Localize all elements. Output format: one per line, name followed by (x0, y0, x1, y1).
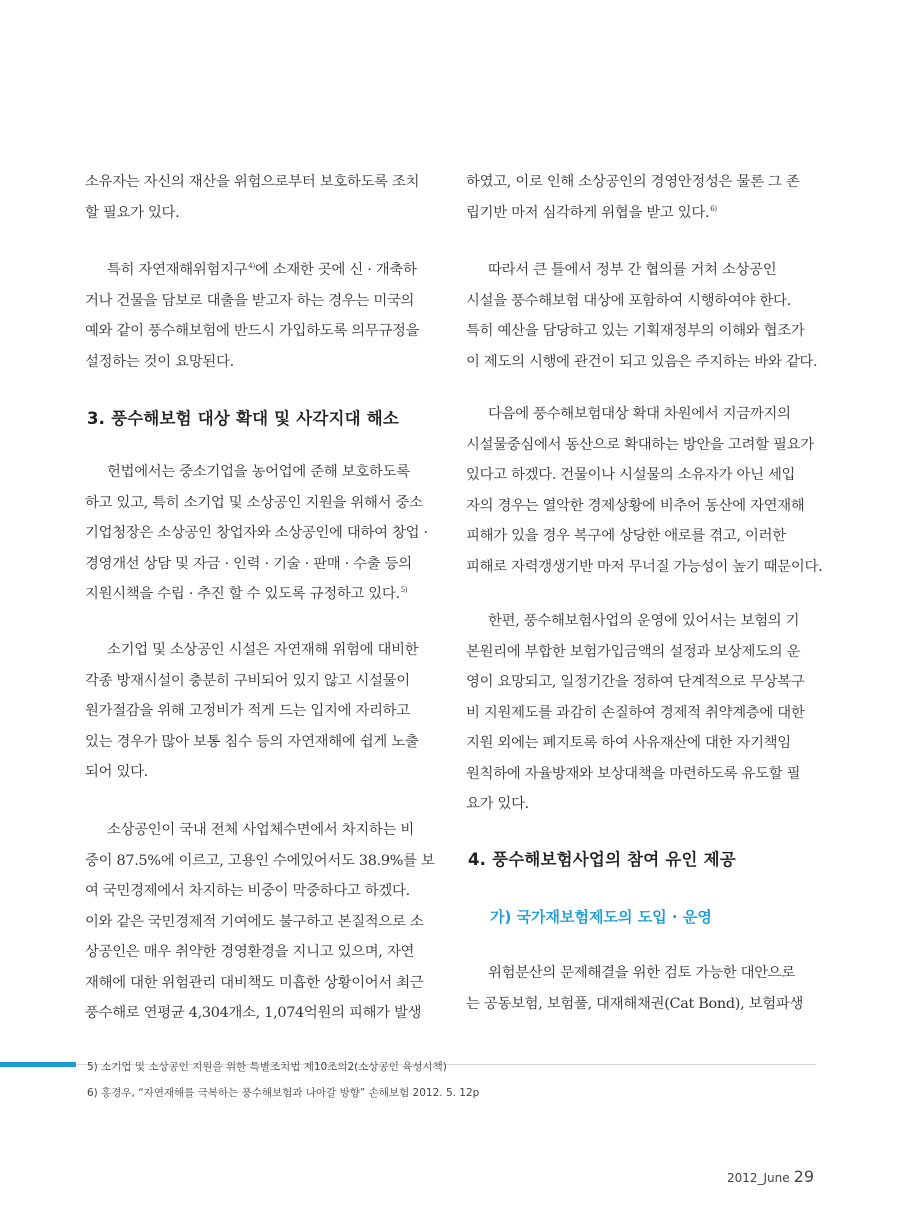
left-paragraph-4 (85, 635, 418, 788)
right-paragraph-2 (466, 255, 817, 377)
text-line: 이와 같은 국민경제적 기여에도 불구하고 본질적으로 소 (85, 913, 424, 930)
text-line: 피해로 자력갱생기반 마저 무너질 가능성이 높기 때문이다. (466, 558, 823, 575)
page-folio (727, 1167, 814, 1186)
text-line: 다음에 풍수해보험대상 확대 차원에서 지금까지의 (488, 406, 791, 422)
text-line: 는 공동보험, 보험풀, 대재해채권(Cat Bond), 보험파생 (466, 995, 804, 1012)
text-line: 헌법에서는 중소기업을 농어업에 준해 보호하도록 (107, 464, 410, 480)
text-line: 설정하는 것이 요망된다. (85, 353, 234, 370)
issue-label: 2012_June (726, 1171, 790, 1185)
text-line: 풍수해로 연평균 4,304개소, 1,074억원의 피해가 발생 (85, 1005, 422, 1021)
section-heading-3: 3. 풍수해보험 대상 확대 및 사각지대 해소 (87, 409, 400, 428)
footnote-ref: 4) (248, 262, 255, 271)
text-line: 거나 건물을 담보로 대출을 받고자 하는 경우는 미국의 (85, 292, 415, 309)
right-paragraph-5 (466, 958, 803, 1019)
text-line: 피해가 있을 경우 복구에 상당한 애로를 겪고, 이러한 (466, 528, 786, 544)
footnote-accent-bar (0, 1062, 76, 1067)
subsection-heading-a: 가) 국가재보험제도의 도입 · 운영 (490, 908, 712, 926)
text-line: 경영개선 상담 및 자금 · 인력 · 기술 · 판매 · 수출 등의 (85, 555, 412, 572)
text-line: 원칙하에 자율방재와 보상대책을 마련하도록 유도할 필 (466, 765, 801, 782)
text-line: 위험분산의 문제해결을 위한 검토 가능한 대안으로 (488, 965, 796, 981)
text-line: 비 지원제도를 과감히 손질하여 경제적 취약계층에 대한 (466, 704, 805, 721)
text-line: 영이 요망되고, 일정기간을 정하여 단계적으로 무상복구 (466, 674, 805, 690)
text-line: 되어 있다. (85, 764, 148, 780)
footnote-6: 6) 홍경우, “자연재해를 극복하는 풍수해보험과 나아갈 방향” 손해보험 2012. 5. 12p (87, 1087, 480, 1099)
text-line: 소상공인이 국내 전체 사업체수면에서 차지하는 비 (107, 822, 415, 838)
text-line: 특히 예산을 담당하고 있는 기획재정부의 이해와 협조가 (466, 323, 805, 339)
section-heading-4: 4. 풍수해보험사업의 참여 유인 제공 (468, 850, 736, 869)
left-paragraph-1 (85, 167, 419, 228)
text-line: 상공인은 매우 취약한 경영환경을 지니고 있으며, 자연 (85, 944, 415, 960)
text-line: 시설을 풍수해보험 대상에 포함하여 시행하여야 한다. (466, 292, 791, 309)
footnote-ref: 6) (710, 204, 717, 213)
text-line: 자의 경우는 열악한 경제상황에 비추어 동산에 자연재해 (466, 497, 805, 514)
text-line: 본원리에 부합한 보험가입금액의 설정과 보상제도의 운 (466, 643, 801, 660)
text-line: 기업청장은 소상공인 창업자와 소상공인에 대하여 창업 · (85, 525, 428, 541)
text-line: 요가 있다. (466, 796, 529, 812)
text-line: 여 국민경제에서 차지하는 비중이 막중하다고 하겠다. (85, 883, 410, 899)
left-paragraph-2 (85, 255, 419, 377)
text-line: 립기반 마저 심각하게 위협을 받고 있다.$^{6)}$ (466, 204, 717, 221)
right-paragraph-4 (466, 606, 804, 820)
text-line: 따라서 큰 틀에서 정부 간 협의를 거쳐 소상공인 (488, 262, 777, 278)
text-line: 있다고 하겠다. 건물이나 시설물의 소유자가 아닌 세입 (466, 467, 796, 483)
text-line: 지원시책을 수립 · 추진 할 수 있도록 규정하고 있다.$^{5)}$ (85, 586, 408, 602)
text-line: 이 제도의 시행에 관건이 되고 있음은 주지하는 바와 같다. (466, 353, 818, 370)
text-line: 각종 방재시설이 충분히 구비되어 있지 않고 시설물이 (85, 672, 410, 689)
text-line: 원가절감을 위해 고정비가 적게 드는 입지에 자리하고 (85, 703, 410, 719)
footnote-ref: 5) (400, 586, 408, 595)
text-line: 중이 87.5%에 이르고, 고용인 수에있어서도 38.9%를 보 (85, 852, 435, 869)
left-paragraph-3 (85, 457, 428, 610)
text-line: 있는 경우가 많아 보통 침수 등의 자연재해에 쉽게 노출 (85, 733, 419, 750)
text-line: 하였고, 이로 인해 소상공인의 경영안정성은 물론 그 존 (466, 174, 800, 190)
text-line: 소기업 및 소상공인 시설은 자연재해 위험에 대비한 (107, 642, 419, 658)
page-number: 29 (793, 1167, 814, 1186)
text-line: 예와 같이 풍수해보험에 반드시 가입하도록 의무규정을 (85, 323, 420, 339)
left-paragraph-5 (85, 815, 435, 1029)
text-line: 시설물중심에서 동산으로 확대하는 방안을 고려할 필요가 (466, 436, 814, 453)
right-paragraph-3 (466, 399, 822, 582)
text-line: 하고 있고, 특히 소기업 및 소상공인 지원을 위해서 중소 (85, 494, 423, 511)
text-line: 소유자는 자신의 재산을 위험으로부터 보호하도록 조치 (85, 174, 420, 190)
text-line: 할 필요가 있다. (85, 204, 180, 221)
text-line: 한편, 풍수해보험사업의 운영에 있어서는 보험의 기 (488, 613, 800, 629)
text-line: 재해에 대한 위험관리 대비책도 미흡한 상황이어서 최근 (85, 974, 424, 991)
right-paragraph-1 (466, 167, 799, 228)
footnote-5: 5) 소기업 및 소상공인 지원을 위한 특별조치법 제10조의2(소상공인 육성시책) (87, 1061, 447, 1073)
text-line: 특히 자연재해위험지구$^{4)}$에 소재한 곳에 신 · 개축하 (107, 262, 417, 278)
text-line: 지원 외에는 폐지토록 하여 사유재산에 대한 자기책임 (466, 735, 791, 751)
